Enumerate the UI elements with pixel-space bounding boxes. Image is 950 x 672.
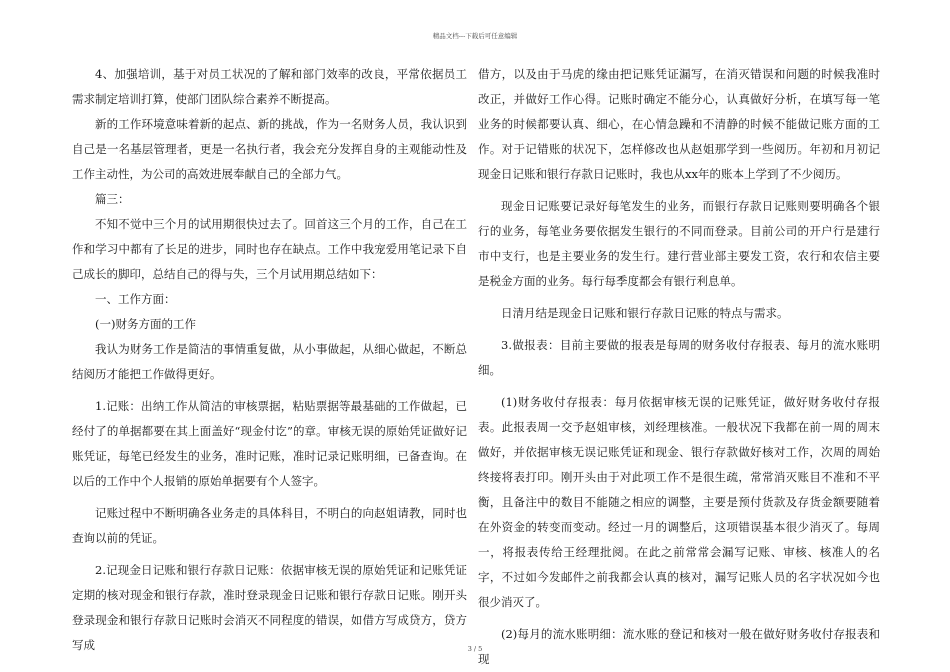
paragraph: (1)财务收付存报表：每月依据审核无误的记账凭证，做好财务收付存报表。此报表周一交予赵姐审核，刘经理核准。一般状况下我都在前一周的周末做好，并依据审核无误记账凭证和现金、银行存款做好核对工作，次周的周始终接将表打印。刚开头由于对此项工作不是很生疏，常常消灭账目不准和不平衡，且备注中的数目不能随之相应的调整，主要是预付货款及存货金额要随着在外资金的转变而变动。经过一月的调整后，这项错误基本很少消灭了。每周一，将报表传给王经理批阅。在此之前常常会漏写记账、审核、核准人的名字，不过如今发邮件之前我都会认真的核对，漏写记账人员的名字状况如今也很少消灭了。	[478, 395, 880, 609]
paragraph: 1.记账：出纳工作从简洁的审核票据，粘贴票据等最基础的工作做起，已经付了的单据都要在其上面盖好“现金付讫”的章。审核无误的原始凭证做好记账凭证，每笔已经发生的业务，准时记账，准时记录记账明细，已备查询。在以后的工作中个人报销的原始单据要有个人签字。	[72, 399, 467, 488]
right-column	[478, 62, 880, 672]
paragraph: (2)每月的流水账明细：流水账的登记和核对一般在做好财务收付存报表和现	[478, 627, 880, 666]
paragraph: 我认为财务工作是简洁的事情重复做，从小事做起，从细心做起，不断总结阅历才能把工作做得更好。	[72, 342, 467, 381]
paragraph: 不知不觉中三个月的试用期很快过去了。回首这三个月的工作，自己在工作和学习中都有了长足的进步，同时也存在缺点。工作中我宠爱用笔记录下自己成长的脚印，总结自己的得与失，三个月试用期总结如下：	[72, 217, 467, 281]
paragraph: 4、加强培训，基于对员工状况的了解和部门效率的改良，平常依据员工需求制定培训打算，使部门团队综合素养不断提高。	[72, 67, 467, 106]
left-column	[72, 62, 467, 658]
section-heading: 一、工作方面：	[95, 292, 176, 306]
subsection-heading: (一)财务方面的工作	[95, 317, 196, 331]
paragraph: 2.记现金日记账和银行存款日记账：依据审核无误的原始凭证和记账凭证定期的核对现金和银行存款，准时登录现金日记账和银行存款日记账。刚开头登录现金和银行存款日记账时会消灭不同程度的错误，如借方写成贷方，贷方写成	[72, 563, 467, 652]
section-heading: 篇三：	[95, 192, 130, 206]
paragraph: 3.做报表：目前主要做的报表是每周的财务收付存报表、每月的流水账明细。	[478, 338, 880, 377]
page-header: 精品文档---下载后可任意编辑	[432, 32, 518, 40]
paragraph: 现金日记账要记录好每笔发生的业务，而银行存款日记账则要明确各个银行的业务，每笔业务要依据发生银行的不同而登录。目前公司的开户行是建行市中支行，也是主要业务的发生行。建行营业部主要发工资，农行和农信主要是税金方面的业务。每行每季度都会有银行利息单。	[478, 199, 880, 288]
paragraph: 新的工作环境意味着新的起点、新的挑战，作为一名财务人员，我认识到自己是一名基层管理者，更是一名执行者，我会充分发挥自身的主观能动性及工作主动性，为公司的高效进展奉献自己的全部力气。	[72, 117, 467, 181]
paragraph: 日清月结是现金日记账和银行存款日记账的特点与需求。	[501, 306, 789, 320]
paragraph: 借方，以及由于马虎的缘由把记账凭证漏写，在消灭错误和问题的时候我准时改正，并做好工作心得。记账时确定不能分心，认真做好分析，在填写每一笔业务的时候都要认真、细心，在心情急躁和不清静的时候不能做记账方面的工作。对于记错账的状况下，怎样修改也从赵姐那学到一些阅历。年初和月初记现金日记账和银行存款日记账时，我也从xx年的账本上学到了不少阅历。	[478, 67, 880, 181]
paragraph: 记账过程中不断明确各业务走的具体科目，不明白的向赵姐请教，同时也查询以前的凭证。	[72, 506, 467, 545]
page-number: 3 / 5	[467, 645, 483, 653]
